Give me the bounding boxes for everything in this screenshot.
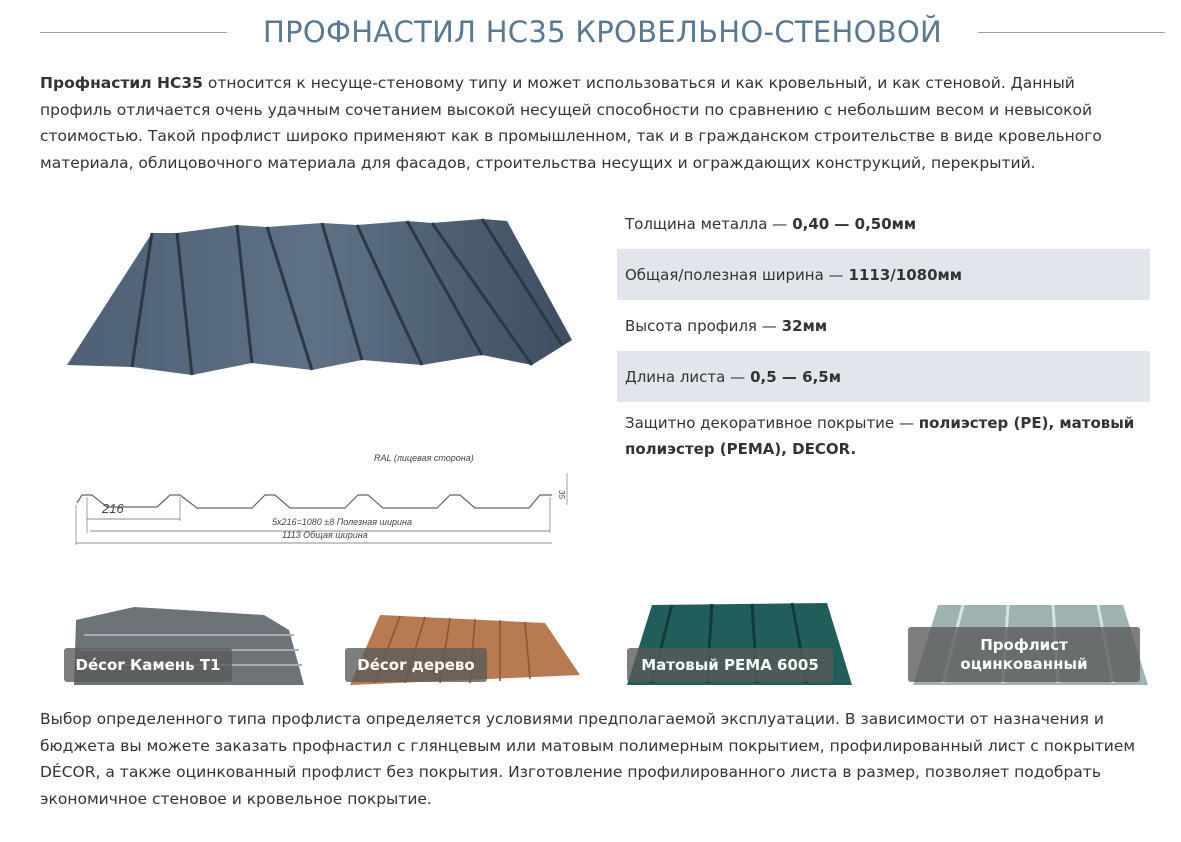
spec-label: Высота профиля — (625, 316, 777, 335)
tile-decor-stone[interactable] (64, 595, 334, 690)
tile-decor-wood[interactable] (345, 595, 615, 690)
intro-paragraph (40, 70, 1150, 176)
intro-text: относится к несуще-стеновому типу и может использоваться и как кровельный, и как стеновой. Данный профиль отличается очень удачным сочетанием высокой несущей способности по сравнению с небольшим весом и невысокой стоимостью. Такой профлист широко применяют как в промышленном, так и в гражданском строительстве в виде кровельного материала, облицовочного материала для фасадов, строительства несущих и ограждающих конструкций, перекрытий. (40, 74, 1102, 172)
spec-value: полиэстер (PE), матовый полиэстер (PEMA), DECOR. (625, 414, 1135, 458)
spec-length (617, 351, 1150, 402)
spec-label: Толщина металла — (625, 214, 788, 233)
spec-value: 1113/1080мм (848, 265, 963, 284)
spec-label: Длина листа — (625, 367, 746, 386)
page-title: ПРОФНАСТИЛ НС35 КРОВЕЛЬНО-СТЕНОВОЙ (262, 15, 943, 49)
spec-value: 32мм (781, 316, 828, 335)
spec-thickness (617, 198, 1150, 249)
spec-label: Общая/полезная ширина — (625, 265, 844, 284)
divider (978, 32, 1165, 33)
tile-galvanized[interactable] (908, 595, 1178, 690)
spec-height (617, 300, 1150, 351)
spec-coating (617, 402, 1150, 470)
intro-bold: Профнастил НС35 (40, 74, 203, 92)
spec-width (617, 249, 1150, 300)
divider (40, 32, 227, 33)
drawing-height: 35 (557, 490, 566, 499)
drawing-ral: RAL (лицевая сторона) (374, 453, 474, 463)
spec-value: 0,5 — 6,5м (750, 367, 841, 386)
tile-label: Матовый PEMA 6005 (627, 648, 833, 682)
outro-paragraph: Выбор определенного типа профлиста определяется условиями предполагаемой эксплуатации. В зависимости от назначения и бюджета вы можете заказать профнастил с глянцевым или матовым полимерным покрытием, профилированный лист с покрытием DÉCOR, а также оцинкованный профлист без покрытия. Изготовление профилированного листа в размер, позволяет подобрать экономичное стеновое и кровельное покрытие. (40, 710, 1136, 808)
spec-list (617, 198, 1150, 470)
spec-value: 0,40 — 0,50мм (792, 214, 917, 233)
drawing-pitch: 216 (102, 501, 124, 516)
drawing-useful-width: 5x216=1080 ±8 Полезная ширина (272, 517, 412, 527)
spec-label: Защитно декоративное покрытие — (625, 414, 914, 432)
profile-sheet-image (62, 215, 582, 380)
tile-label: Décor Камень Т1 (64, 648, 232, 682)
tile-label: Décor дерево (345, 648, 487, 682)
tile-label: Профлист оцинкованный (908, 627, 1140, 682)
profile-drawing (62, 445, 582, 555)
tile-matte-pema[interactable] (627, 595, 897, 690)
coating-options (40, 595, 1160, 690)
title-row (40, 10, 1165, 54)
drawing-total-width: 1113 Общая ширина (282, 530, 368, 540)
